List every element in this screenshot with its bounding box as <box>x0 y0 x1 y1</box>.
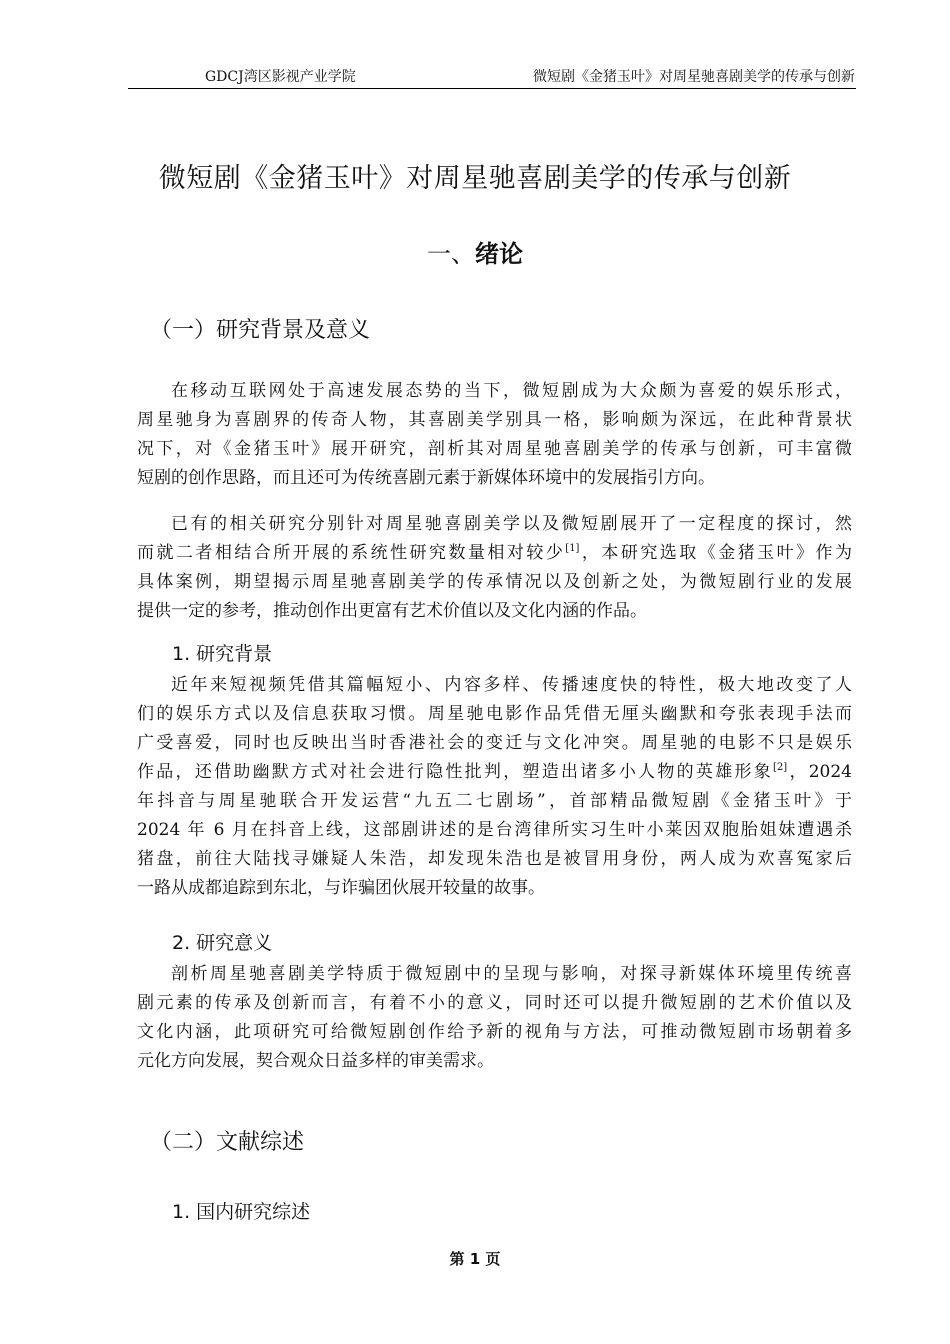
paragraph-4 <box>137 960 852 1076</box>
section-number: 一、 <box>427 240 475 268</box>
text-line: 短剧的创作思路，而且还可为传统喜剧元素于新媒体环境中的发展指引方向。 <box>137 468 715 488</box>
text-line: 剖析周星驰喜剧美学特质于微短剧中的呈现与影响，对探寻新媒体环境里传统喜 <box>171 964 852 984</box>
heading-research-significance: 2. 研究意义 <box>172 932 273 954</box>
heading-research-background: 1. 研究背景 <box>172 643 273 665</box>
citation-2[interactable]: [2] <box>773 762 788 773</box>
text-line: 作品，还借助幽默方式对社会进行隐性批判，塑造出诸多小人物的英雄形象[2]，2024 <box>137 762 852 782</box>
citation-1[interactable]: [1] <box>565 543 580 554</box>
text-line: 近年来短视频凭借其篇幅短小、内容多样、传播速度快的特性，极大地改变了人 <box>171 675 852 695</box>
document-title: 微短剧《金猪玉叶》对周星驰喜剧美学的传承与创新 <box>158 163 792 194</box>
text-line: 元化方向发展，契合观众日益多样的审美需求。 <box>137 1051 494 1071</box>
section-heading <box>0 234 950 269</box>
text-line: 而就二者相结合所开展的系统性研究数量相对较少[1]，本研究选取《金猪玉叶》作为 <box>137 543 852 563</box>
text-line: 2024 年 6 月在抖音上线，这部剧讲述的是台湾律所实习生叶小莱因双胞胎姐妹遭遇杀 <box>137 820 852 840</box>
paragraph-2 <box>137 510 852 626</box>
page-number: 第 1 页 <box>449 1250 501 1268</box>
running-header-right: 微短剧《金猪玉叶》对周星驰喜剧美学的传承与创新 <box>533 69 855 85</box>
text-line: 们的娱乐方式以及信息获取习惯。周星驰电影作品凭借无厘头幽默和夸张表现手法而 <box>137 704 852 724</box>
text-line: 具体案例，期望揭示周星驰喜剧美学的传承情况以及创新之处，为微短剧行业的发展 <box>137 572 852 592</box>
text-line: 年抖音与周星驰联合开发运营“九五二七剧场”，首部精品微短剧《金猪玉叶》于 <box>137 791 852 811</box>
text-line: 文化内涵，此项研究可给微短剧创作给予新的视角与方法，可推动微短剧市场朝着多 <box>137 1022 852 1042</box>
text-line: 在移动互联网处于高速发展态势的当下，微短剧成为大众颇为喜爱的娱乐形式， <box>171 381 852 401</box>
section-title: 绪论 <box>475 240 523 268</box>
header-rule <box>128 88 856 89</box>
text-line: 一路从成都追踪到东北，与诈骗团伙展开较量的故事。 <box>137 878 545 898</box>
text-line: 况下，对《金猪玉叶》展开研究，剖析其对周星驰喜剧美学的传承与创新，可丰富微 <box>137 439 852 459</box>
text-line: 猪盘，前往大陆找寻嫌疑人朱浩，却发现朱浩也是被冒用身份，两人成为欢喜冤家后 <box>137 849 852 869</box>
text-line: 剧元素的传承及创新而言，有着不小的意义，同时还可以提升微短剧的艺术价值以及 <box>137 993 852 1013</box>
text-line: 提供一定的参考，推动创作出更富有艺术价值以及文化内涵的作品。 <box>137 601 647 621</box>
subsection-heading-background: （一）研究背景及意义 <box>150 318 371 343</box>
text-line: 已有的相关研究分别针对周星驰喜剧美学以及微短剧展开了一定程度的探讨，然 <box>171 514 852 534</box>
paragraph-3 <box>137 671 852 903</box>
heading-domestic-review: 1. 国内研究综述 <box>172 1201 311 1223</box>
subsection-heading-literature: （二）文献综述 <box>150 1130 305 1155</box>
text-line: 周星驰身为喜剧界的传奇人物，其喜剧美学别具一格，影响颇为深远，在此种背景状 <box>137 410 852 430</box>
paragraph-1 <box>137 377 852 493</box>
text-line: 广受喜爱，同时也反映出当时香港社会的变迁与文化冲突。周星驰的电影不只是娱乐 <box>137 733 852 753</box>
running-header-left: GDCJ湾区影视产业学院 <box>205 69 356 85</box>
